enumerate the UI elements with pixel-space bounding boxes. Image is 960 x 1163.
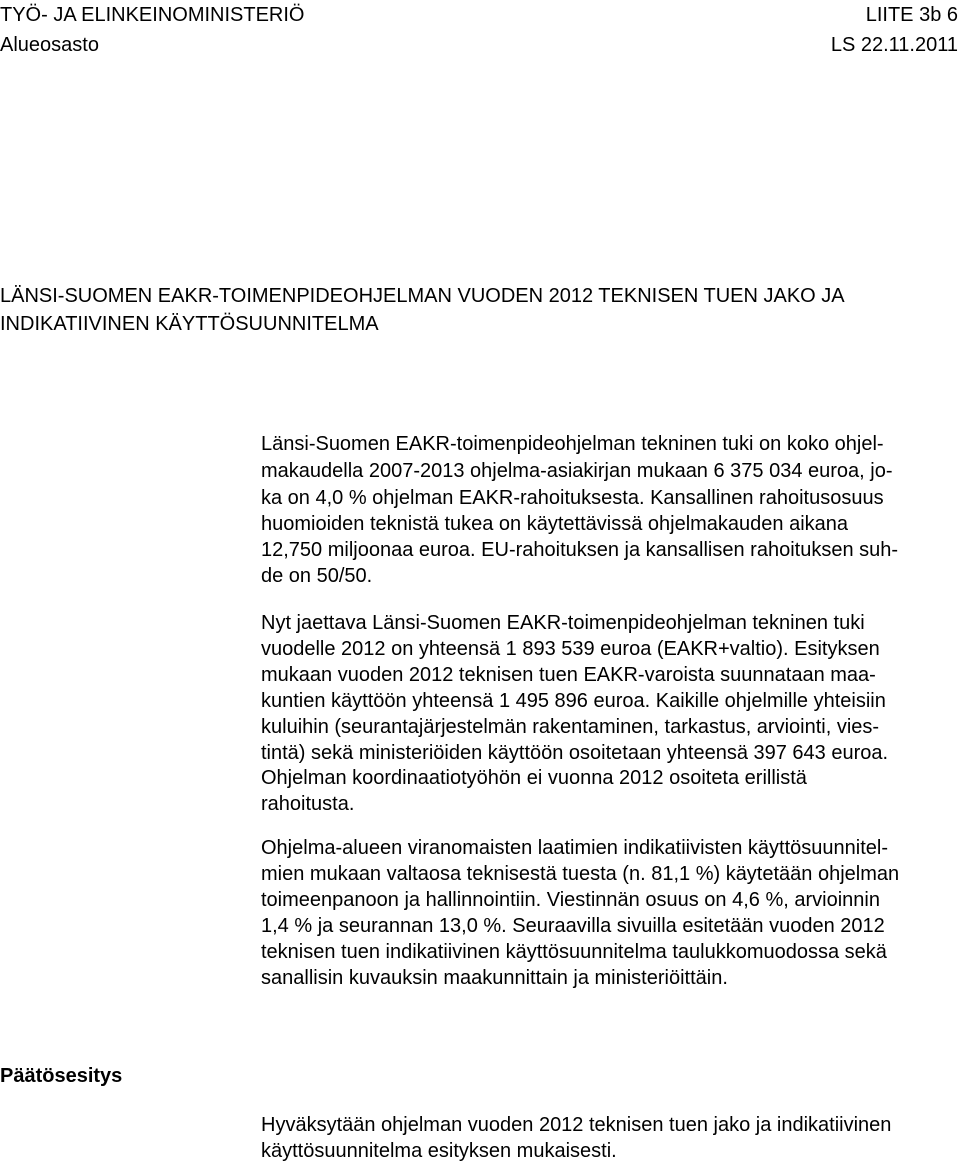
paragraph-line: sanallisin kuvauksin maakunnittain ja ministeriöittäin. — [261, 967, 728, 989]
attachment-label: LIITE 3b 6 — [865, 4, 958, 26]
proposal-line: käyttösuunnitelma esityksen mukaisesti. — [261, 1140, 617, 1162]
paragraph-line: rahoitusta. — [261, 793, 355, 815]
proposal-heading: Päätösesitys — [0, 1065, 123, 1087]
paragraph-line: Nyt jaettava Länsi-Suomen EAKR-toimenpideohjelman tekninen tuki — [261, 612, 865, 634]
paragraph-line: ka on 4,0 % ohjelman EAKR-rahoituksesta. Kansallinen rahoitusosuus — [261, 487, 884, 509]
paragraph-line: kuluihin (seurantajärjestelmän rakentaminen, tarkastus, arviointi, vies- — [261, 716, 880, 738]
department-name: Alueosasto — [0, 34, 99, 56]
paragraph-line: mukaan vuoden 2012 teknisen tuen EAKR-varoista suunnataan maa- — [261, 664, 876, 686]
paragraph-line: Ohjelma-alueen viranomaisten laatimien indikatiivisten käyttösuunnitel- — [261, 837, 888, 859]
paragraph-line: makaudella 2007-2013 ohjelma-asiakirjan mukaan 6 375 034 euroa, jo- — [261, 460, 893, 482]
paragraph-line: huomioiden teknistä tukea on käytettävissä ohjelmakauden aikana — [261, 513, 849, 535]
document-title-line: LÄNSI-SUOMEN EAKR-TOIMENPIDEOHJELMAN VUODEN 2012 TEKNISEN TUEN JAKO JA — [0, 285, 845, 307]
document-date: LS 22.11.2011 — [830, 34, 958, 56]
paragraph-line: Länsi-Suomen EAKR-toimenpideohjelman tekninen tuki on koko ohjel- — [261, 433, 884, 455]
proposal-line: Hyväksytään ohjelman vuoden 2012 teknisen tuen jako ja indikatiivinen — [261, 1114, 892, 1136]
paragraph-line: de on 50/50. — [261, 565, 373, 587]
ministry-name: TYÖ- JA ELINKEINOMINISTERIÖ — [0, 4, 305, 26]
paragraph-line: mien mukaan valtaosa teknisestä tuesta (n. 81,1 %) käytetään ohjelman — [261, 863, 900, 885]
document-title-line: INDIKATIIVINEN KÄYTTÖSUUNNITELMA — [0, 313, 379, 335]
paragraph-line: vuodelle 2012 on yhteensä 1 893 539 euroa (EAKR+valtio). Esityksen — [261, 638, 880, 660]
paragraph-line: toimeenpanoon ja hallinnointiin. Viestinnän osuus on 4,6 %, arvioinnin — [261, 889, 880, 911]
paragraph-line: 1,4 % ja seurannan 13,0 %. Seuraavilla sivuilla esitetään vuoden 2012 — [261, 915, 885, 937]
paragraph-line: kuntien käyttöön yhteensä 1 495 896 euroa. Kaikille ohjelmille yhteisiin — [261, 690, 886, 712]
paragraph-line: teknisen tuen indikatiivinen käyttösuunnitelma taulukkomuodossa sekä — [261, 941, 887, 963]
paragraph-line: 12,750 miljoonaa euroa. EU-rahoituksen ja kansallisen rahoituksen suh- — [261, 539, 899, 561]
paragraph-line: Ohjelman koordinaatiotyöhön ei vuonna 2012 osoiteta erillistä — [261, 767, 807, 789]
paragraph-line: tintä) sekä ministeriöiden käyttöön osoitetaan yhteensä 397 643 euroa. — [261, 742, 889, 764]
